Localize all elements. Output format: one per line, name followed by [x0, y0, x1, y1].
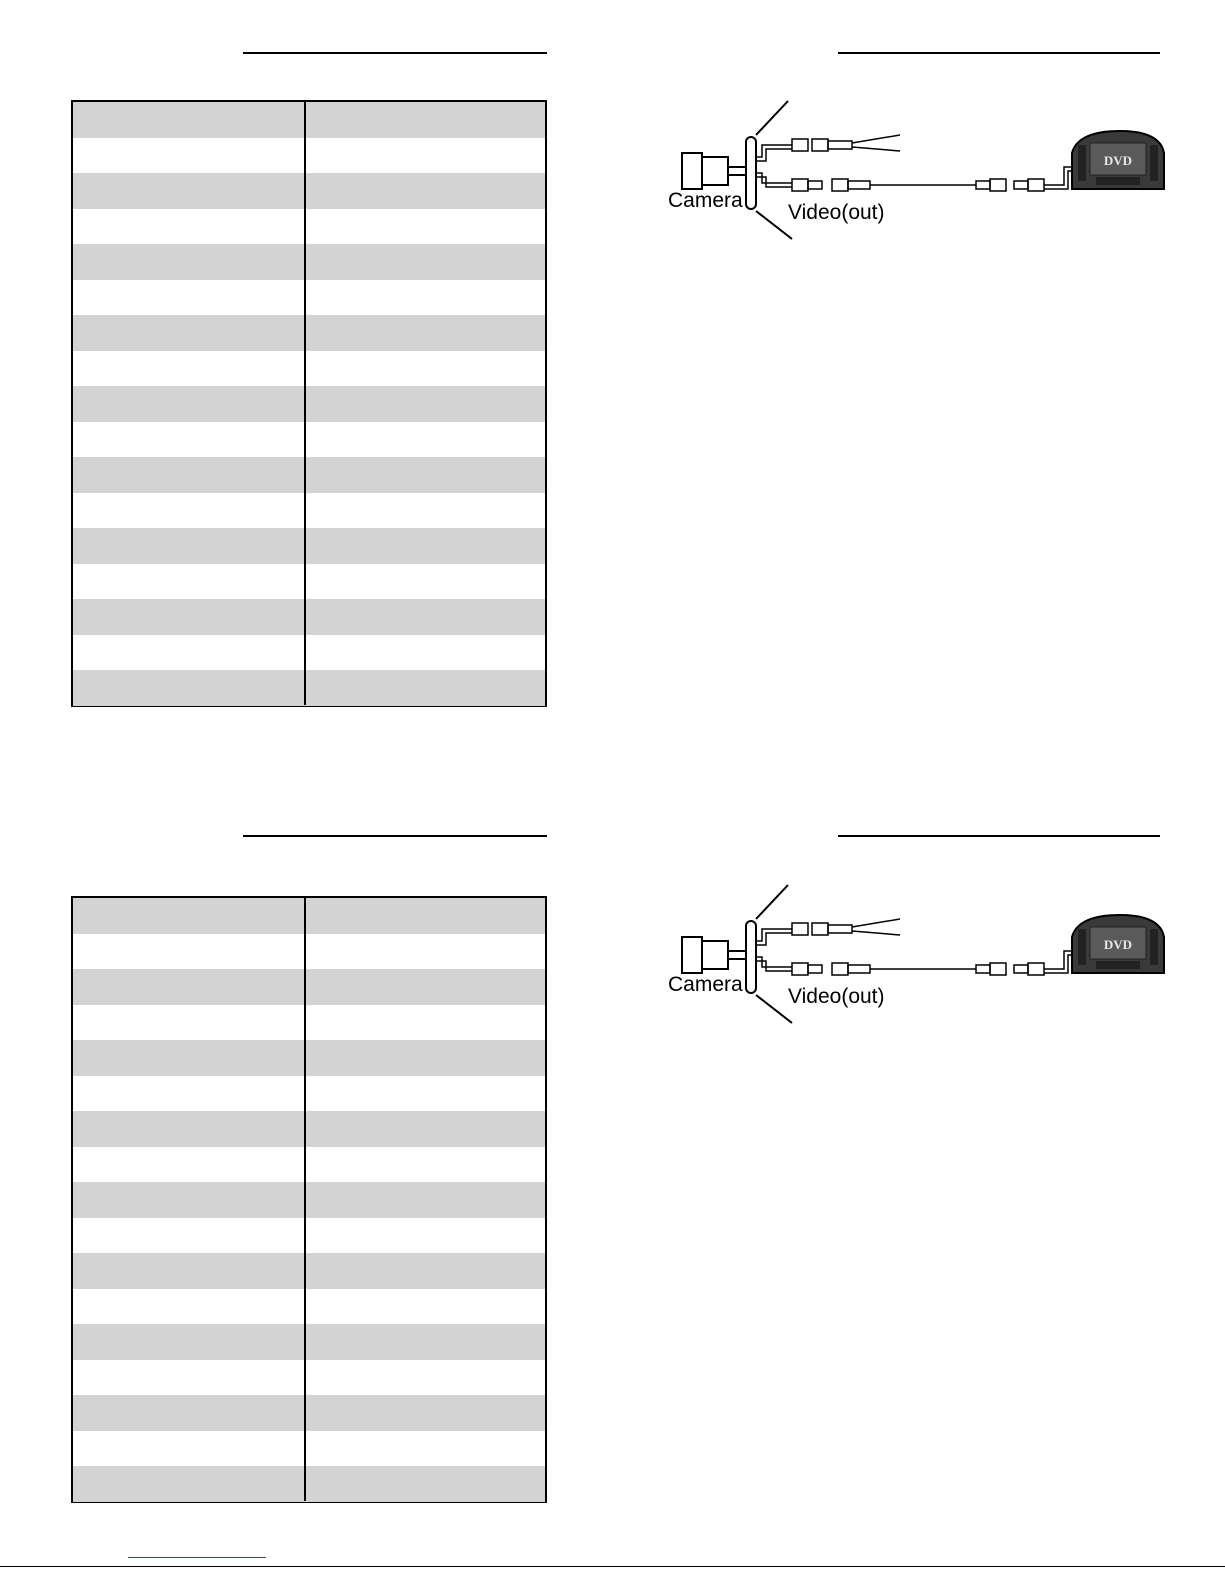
table-cell [306, 1360, 545, 1396]
table-row [73, 1076, 545, 1112]
table-cell [73, 493, 306, 529]
table-cell [73, 1360, 306, 1396]
table-cell [306, 898, 545, 934]
table-row [73, 1466, 545, 1502]
table-cell [306, 1005, 545, 1041]
table-row [73, 351, 545, 387]
video-out-label: Video(out) [788, 985, 885, 1008]
table-cell [73, 528, 306, 564]
table-cell [306, 969, 545, 1005]
power-cable-icon [756, 919, 900, 945]
table-cell [73, 102, 306, 138]
table-row [73, 599, 545, 635]
table-cell [73, 244, 306, 280]
table-row [73, 1147, 545, 1183]
table-row [73, 457, 545, 493]
table-cell [306, 934, 545, 970]
camera-icon [682, 153, 746, 189]
table-cell [306, 493, 545, 529]
table-cell [306, 351, 545, 387]
video-cable-icon [756, 951, 1076, 975]
table-cell [306, 564, 545, 600]
table-cell [306, 138, 545, 174]
table-row [73, 898, 545, 934]
table-cell [306, 1182, 545, 1218]
table-cell [306, 244, 545, 280]
connection-diagram-top [660, 95, 1170, 245]
table-row [73, 564, 545, 600]
table-row [73, 1395, 545, 1431]
table-cell [306, 315, 545, 351]
table-cell [73, 1147, 306, 1183]
table-cell [73, 1076, 306, 1112]
table-cell [73, 1324, 306, 1360]
table-cell [306, 280, 545, 316]
table-cell [306, 1111, 545, 1147]
table-cell [73, 670, 306, 706]
dvd-monitor-icon [1072, 131, 1164, 189]
table-cell [73, 1466, 306, 1502]
table-row [73, 1111, 545, 1147]
camera-label: Camera [668, 973, 743, 996]
table-row [73, 1218, 545, 1254]
table-cell [73, 280, 306, 316]
table-row [73, 315, 545, 351]
table-row [73, 244, 545, 280]
table-cell [73, 1005, 306, 1041]
table-row [73, 1360, 545, 1396]
table-cell [306, 1466, 545, 1502]
table-row [73, 1431, 545, 1467]
table-cell [73, 1111, 306, 1147]
power-cable-icon [756, 135, 900, 161]
table-row [73, 1324, 545, 1360]
table-cell [306, 1040, 545, 1076]
table-cell [306, 670, 545, 706]
table-row [73, 635, 545, 671]
table-cell [73, 635, 306, 671]
table-cell [306, 1147, 545, 1183]
table-cell [306, 1253, 545, 1289]
table-cell [306, 1218, 545, 1254]
table-cell [73, 599, 306, 635]
table-row [73, 969, 545, 1005]
table-column-divider [304, 898, 306, 1501]
mount-bracket-icon [746, 101, 792, 239]
table-column-divider [304, 102, 306, 705]
table-row [73, 1040, 545, 1076]
dvd-monitor-icon [1072, 915, 1164, 973]
table-cell [306, 635, 545, 671]
table-cell [73, 138, 306, 174]
table-cell [73, 315, 306, 351]
camera-icon [682, 937, 746, 973]
footer-link-underline[interactable] [128, 1557, 266, 1558]
section-rule-top-left [243, 52, 547, 54]
table-cell [73, 1218, 306, 1254]
table-row [73, 1289, 545, 1325]
table-cell [306, 1076, 545, 1112]
table-row [73, 1005, 545, 1041]
table-cell [306, 173, 545, 209]
table-cell [73, 209, 306, 245]
mount-bracket-icon [746, 885, 792, 1023]
table-row [73, 209, 545, 245]
table-cell [306, 209, 545, 245]
table-cell [73, 898, 306, 934]
section-rule-bottom-right [838, 835, 1160, 837]
table-row [73, 1253, 545, 1289]
table-row [73, 422, 545, 458]
video-out-label: Video(out) [788, 201, 885, 224]
table-cell [73, 1395, 306, 1431]
table-cell [306, 599, 545, 635]
table-cell [306, 1431, 545, 1467]
table-cell [73, 386, 306, 422]
table-row [73, 528, 545, 564]
table-cell [73, 934, 306, 970]
camera-label: Camera [668, 189, 743, 212]
table-cell [73, 351, 306, 387]
table-row [73, 280, 545, 316]
table-cell [306, 102, 545, 138]
table-row [73, 386, 545, 422]
monitor-label: DVD [1103, 937, 1133, 952]
footer-rule [0, 1566, 1225, 1567]
table-row [73, 670, 545, 706]
table-row [73, 102, 545, 138]
table-cell [306, 422, 545, 458]
table-row [73, 138, 545, 174]
table-cell [306, 457, 545, 493]
spec-table-top [71, 100, 547, 707]
table-cell [306, 1289, 545, 1325]
table-cell [73, 1289, 306, 1325]
table-row [73, 934, 545, 970]
connection-diagram-bottom [660, 879, 1170, 1029]
video-cable-icon [756, 167, 1076, 191]
table-cell [306, 386, 545, 422]
section-rule-top-right [838, 52, 1160, 54]
table-row [73, 1182, 545, 1218]
table-cell [306, 1395, 545, 1431]
table-cell [73, 1253, 306, 1289]
table-cell [306, 1324, 545, 1360]
table-cell [73, 969, 306, 1005]
table-cell [73, 422, 306, 458]
monitor-label: DVD [1103, 153, 1133, 168]
table-cell [73, 1040, 306, 1076]
table-cell [306, 528, 545, 564]
table-cell [73, 1431, 306, 1467]
section-rule-bottom-left [243, 835, 547, 837]
table-row [73, 493, 545, 529]
table-cell [73, 457, 306, 493]
table-cell [73, 564, 306, 600]
spec-table-bottom [71, 896, 547, 1503]
table-cell [73, 173, 306, 209]
table-cell [73, 1182, 306, 1218]
table-row [73, 173, 545, 209]
